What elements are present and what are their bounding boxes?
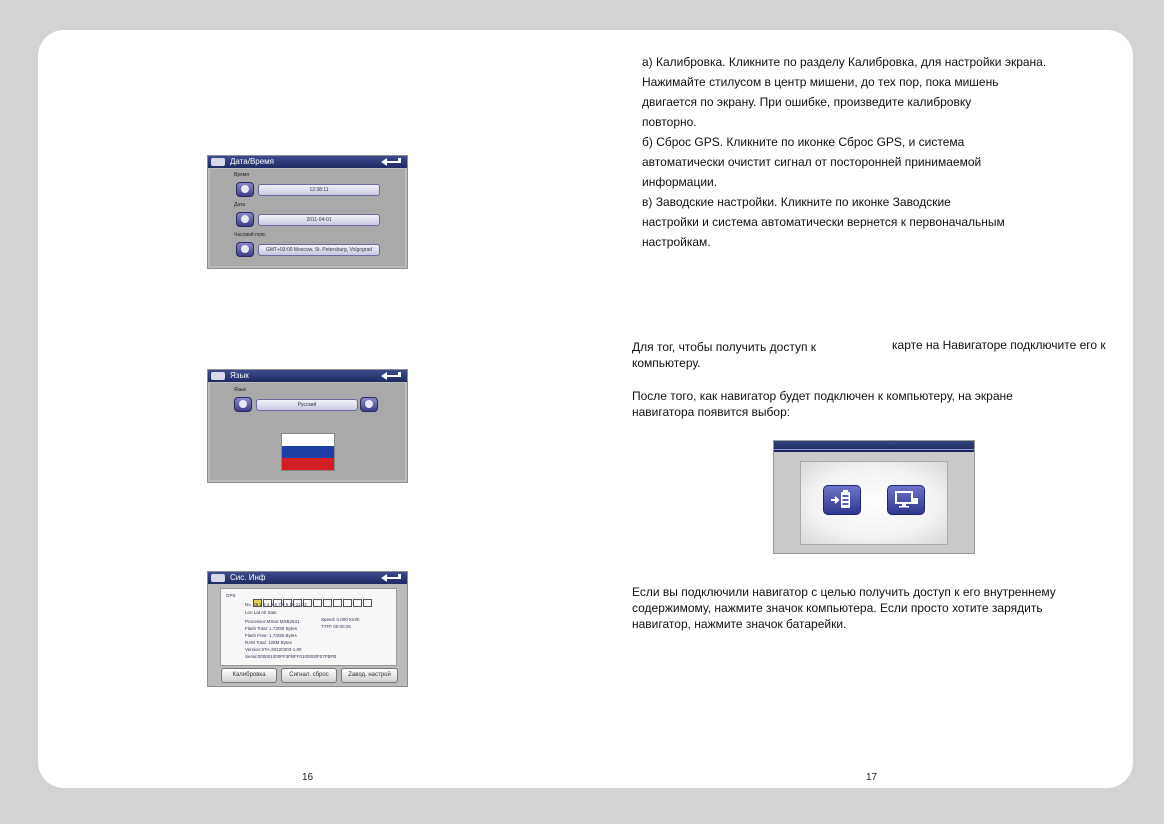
datetime-title-bar	[208, 156, 407, 168]
speed-info: Speed: 0.000 Km/h	[321, 617, 360, 622]
instruction-line: в) Заводские настройки. Кликните по иконке Заводские	[642, 195, 951, 209]
arrow-left-icon	[239, 400, 247, 408]
timezone-field[interactable]: GMT+03:00 Moscow, St. Petersburg, Volgograd	[258, 244, 380, 256]
factory-reset-button[interactable]: Zaвод. настрой	[341, 668, 398, 683]
version-info: Version:STA-20120303-1.00	[245, 647, 302, 652]
sysinfo-panel	[220, 588, 397, 666]
flag-stripe-blue	[282, 446, 334, 458]
date-label: Дата	[234, 202, 246, 208]
globe-icon	[241, 245, 249, 253]
satellite-bar	[343, 599, 352, 607]
satellite-bar	[313, 599, 322, 607]
computer-icon[interactable]	[887, 485, 925, 515]
flag-stripe-red	[282, 458, 334, 470]
back-arrow-icon[interactable]	[379, 573, 403, 583]
processor-info: Processor:MStar MSB2531	[245, 619, 300, 624]
instruction-line: а) Калибровка. Кликните по разделу Калибровка, для настройки экрана.	[642, 55, 1047, 69]
timezone-icon-button[interactable]	[236, 242, 254, 257]
language-label: Язык	[234, 387, 246, 393]
final-paragraph	[632, 584, 1056, 632]
date-field[interactable]: 2011-04-01	[258, 214, 380, 226]
russian-flag	[281, 433, 335, 471]
flash-free-info: Flash Free: 1.73GB Bytes	[245, 633, 297, 638]
serial-info: Serial:000001000FF3FBFF0100000F07FBFB	[245, 654, 337, 659]
language-next-button[interactable]	[360, 397, 378, 412]
language-screenshot	[207, 369, 408, 483]
access-text-part2: карте на Навигаторе подключите его к	[892, 338, 1106, 352]
instruction-line: настройкам.	[642, 235, 711, 249]
back-arrow-icon[interactable]	[379, 371, 403, 381]
language-title-bar	[208, 370, 407, 382]
final-line: Если вы подключили навигатор с целью получить доступ к его внутреннему	[632, 585, 1056, 599]
satellite-bar	[363, 599, 372, 607]
access-text-part1: Для тог, чтобы получить доступ к	[632, 340, 817, 354]
flag-stripe-white	[282, 434, 334, 446]
instruction-line: б) Сброс GPS. Кликните по иконке Сброс GPS, и система	[642, 135, 965, 149]
ttff-info: TTFF 00:00:25	[321, 624, 351, 629]
connect-line: навигатора появится выбор:	[632, 405, 791, 419]
usb-choice-panel	[800, 461, 948, 545]
language-prev-button[interactable]	[234, 397, 252, 412]
clock-icon	[241, 185, 249, 193]
timezone-label: Часовой пояс	[234, 232, 266, 238]
instruction-line: информации.	[642, 175, 718, 189]
ram-total-info: RAM Total: 128M Bytes	[245, 640, 292, 645]
time-label: Время	[234, 172, 250, 178]
connect-line: После того, как навигатор будет подключен к компьютеру, на экране	[632, 389, 1013, 403]
satellite-numbers: No. 26 2 3 4 5 6 7 8 9 10 11 12	[245, 602, 307, 607]
sysinfo-app-icon	[211, 574, 225, 582]
language-title: Язык	[230, 371, 249, 380]
calendar-icon	[241, 215, 249, 223]
satellite-bar	[333, 599, 342, 607]
back-arrow-icon[interactable]	[379, 157, 403, 167]
instruction-line: двигается по экрану. При ошибке, произведите калибровку	[642, 95, 972, 109]
datetime-screenshot	[207, 155, 408, 269]
satellite-bar	[353, 599, 362, 607]
calibration-button[interactable]: Калибровка	[221, 668, 277, 683]
date-icon-button[interactable]	[236, 212, 254, 227]
instructions-block	[642, 52, 1046, 252]
instruction-line: настройки и система автоматически вернется к первоначальным	[642, 215, 1005, 229]
arrow-right-icon	[365, 400, 373, 408]
page-number-left: 16	[302, 772, 314, 783]
instruction-line: Нажимайте стилусом в центр мишени, до тех пор, пока мишень	[642, 75, 999, 89]
instruction-line: автоматически очистит сигнал от посторонней принимаемой	[642, 155, 982, 169]
connect-paragraph	[632, 388, 1013, 420]
instruction-line: повторно.	[642, 115, 697, 129]
usb-choice-screenshot	[773, 440, 975, 554]
flash-total-info: Flash Total: 1.73GB Bytes	[245, 626, 297, 631]
time-icon-button[interactable]	[236, 182, 254, 197]
clock-app-icon	[211, 158, 225, 166]
gps-reset-button[interactable]: Сигнал. сброс	[281, 668, 337, 683]
language-field[interactable]: Русский	[256, 399, 358, 411]
coord-headers: Lon Lat Alt Sats	[245, 610, 277, 615]
usb-title-bar	[774, 441, 974, 452]
datetime-title: Дата/Время	[230, 157, 275, 166]
gps-label: GPS	[226, 593, 236, 598]
sysinfo-title: Сис. Инф	[230, 573, 266, 582]
access-text-part3: компьютеру.	[632, 356, 701, 370]
language-app-icon	[211, 372, 225, 380]
sysinfo-title-bar	[208, 572, 407, 584]
battery-charge-icon[interactable]	[823, 485, 861, 515]
final-line: навигатор, нажмите значок батарейки.	[632, 617, 847, 631]
page-number-right: 17	[866, 772, 878, 783]
sysinfo-screenshot	[207, 571, 408, 687]
final-line: содержимому, нажмите значок компьютера. Если просто хотите зарядить	[632, 601, 1043, 615]
satellite-bar	[323, 599, 332, 607]
time-field[interactable]: 12:38:11	[258, 184, 380, 196]
